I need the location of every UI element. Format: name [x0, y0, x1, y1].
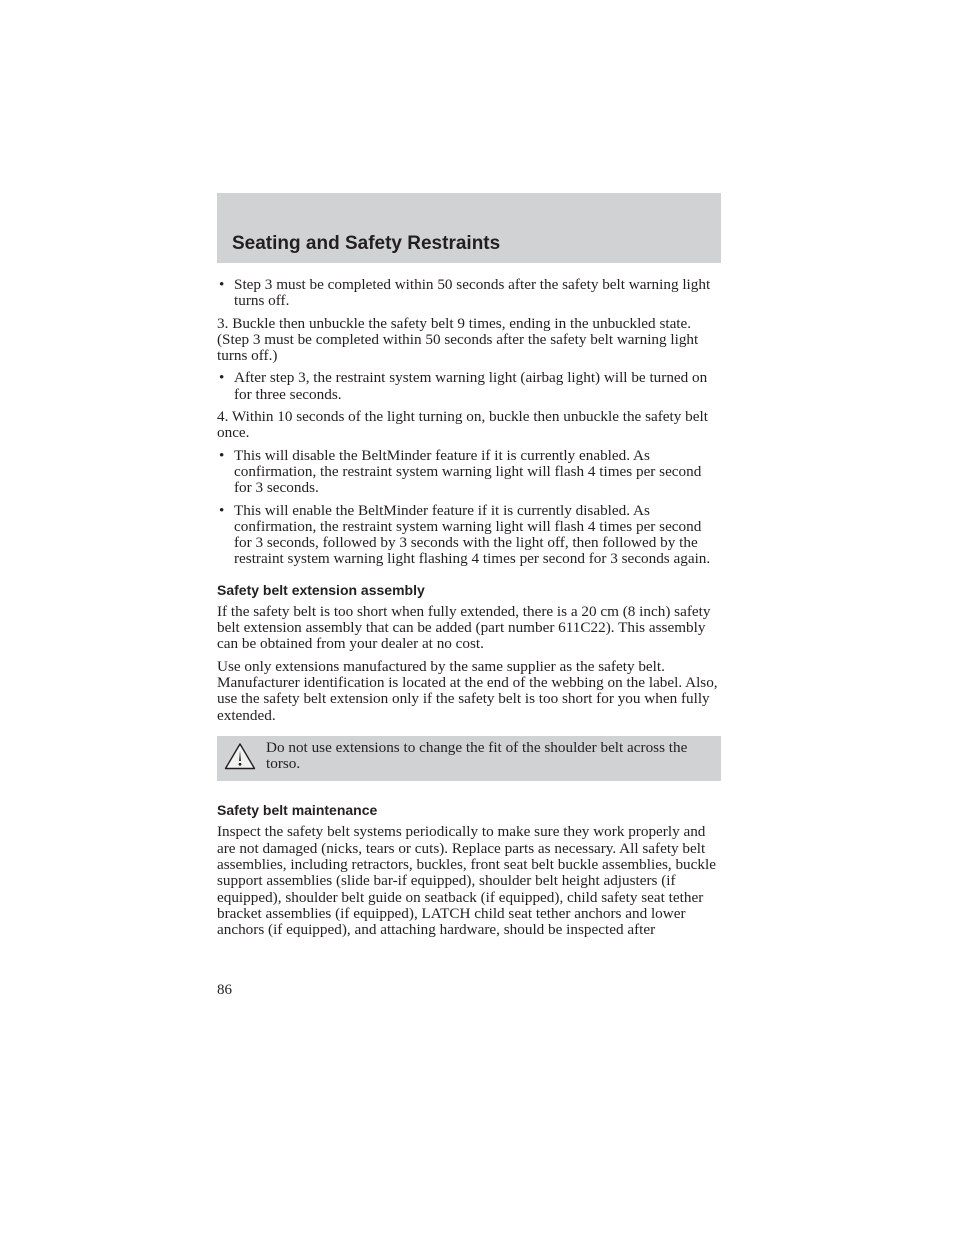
bullet-item [217, 503, 721, 568]
bullet-text: Step 3 must be completed within 50 seconds after the safety belt warning light turns off. [234, 276, 711, 310]
bullet-item [217, 277, 721, 310]
warning-text: Do not use extensions to change the fit of the shoulder belt across the torso. [266, 738, 688, 773]
step-paragraph: 4. Within 10 seconds of the light turning on, buckle then unbuckle the safety belt once. [217, 408, 708, 442]
bullet-item [217, 370, 721, 403]
bullet-dot: • [219, 446, 225, 464]
maintenance-paragraph: Inspect the safety belt systems periodically to make sure they work properly and are not damaged (nicks, tears or cuts). Replace parts as necessary. All safety belt assemblies, including retractors, buckles, front seat belt buckle assemblies, buckle support assemblies (slide bar-if equipped), shoulder belt height adjusters (if equipped), shoulder belt guide on seatback (if equipped), child safety seat tether bracket assemblies (if equipped), LATCH child seat tether anchors and lower anchors (if equipped), and attaching hardware, should be inspected after [217, 823, 716, 939]
step-paragraph: 3. Buckle then unbuckle the safety belt 9 times, ending in the unbuckled state. (Step 3 must be completed within 50 seconds after the safety belt warning light turns off.) [217, 314, 699, 365]
warning-box [217, 736, 721, 782]
page-body [217, 263, 721, 939]
bullet-text: After step 3, the restraint system warning light (airbag light) will be turned on for three seconds. [234, 369, 708, 403]
warning-triangle-icon [224, 742, 256, 770]
bullet-dot: • [219, 501, 225, 519]
bullet-text: This will disable the BeltMinder feature if it is currently enabled. As confirmation, the restraint system warning light will flash 4 times per second for 3 seconds. [234, 446, 702, 497]
bullet-dot: • [219, 276, 225, 293]
extension-paragraph: If the safety belt is too short when fully extended, there is a 20 cm (8 inch) safety belt extension assembly that can be added (part number 611C22). This assembly can be obtained from your dealer at no cost. [217, 602, 711, 653]
manual-page [217, 193, 721, 945]
maintenance-heading: Safety belt maintenance [217, 802, 378, 819]
page-number: 86 [217, 982, 232, 998]
bullet-dot: • [219, 369, 225, 387]
extension-heading: Safety belt extension assembly [217, 581, 425, 598]
section-header-band [217, 193, 721, 263]
bullet-text: This will enable the BeltMinder feature if it is currently disabled. As confirmation, the restraint system warning light will flash 4 times per second for 3 seconds, followed by 3 seconds with the light off, then followed by the restraint system warning light flashing 4 times per second for 3 seconds again. [234, 501, 711, 568]
extension-paragraph: Use only extensions manufactured by the same supplier as the safety belt. Manufacturer identification is located at the end of the webbing on the label. Also, use the safety belt extension only if the safety belt is too short for you when fully extended. [217, 657, 718, 724]
bullet-item [217, 448, 721, 497]
section-title: Seating and Safety Restraints [232, 233, 501, 254]
